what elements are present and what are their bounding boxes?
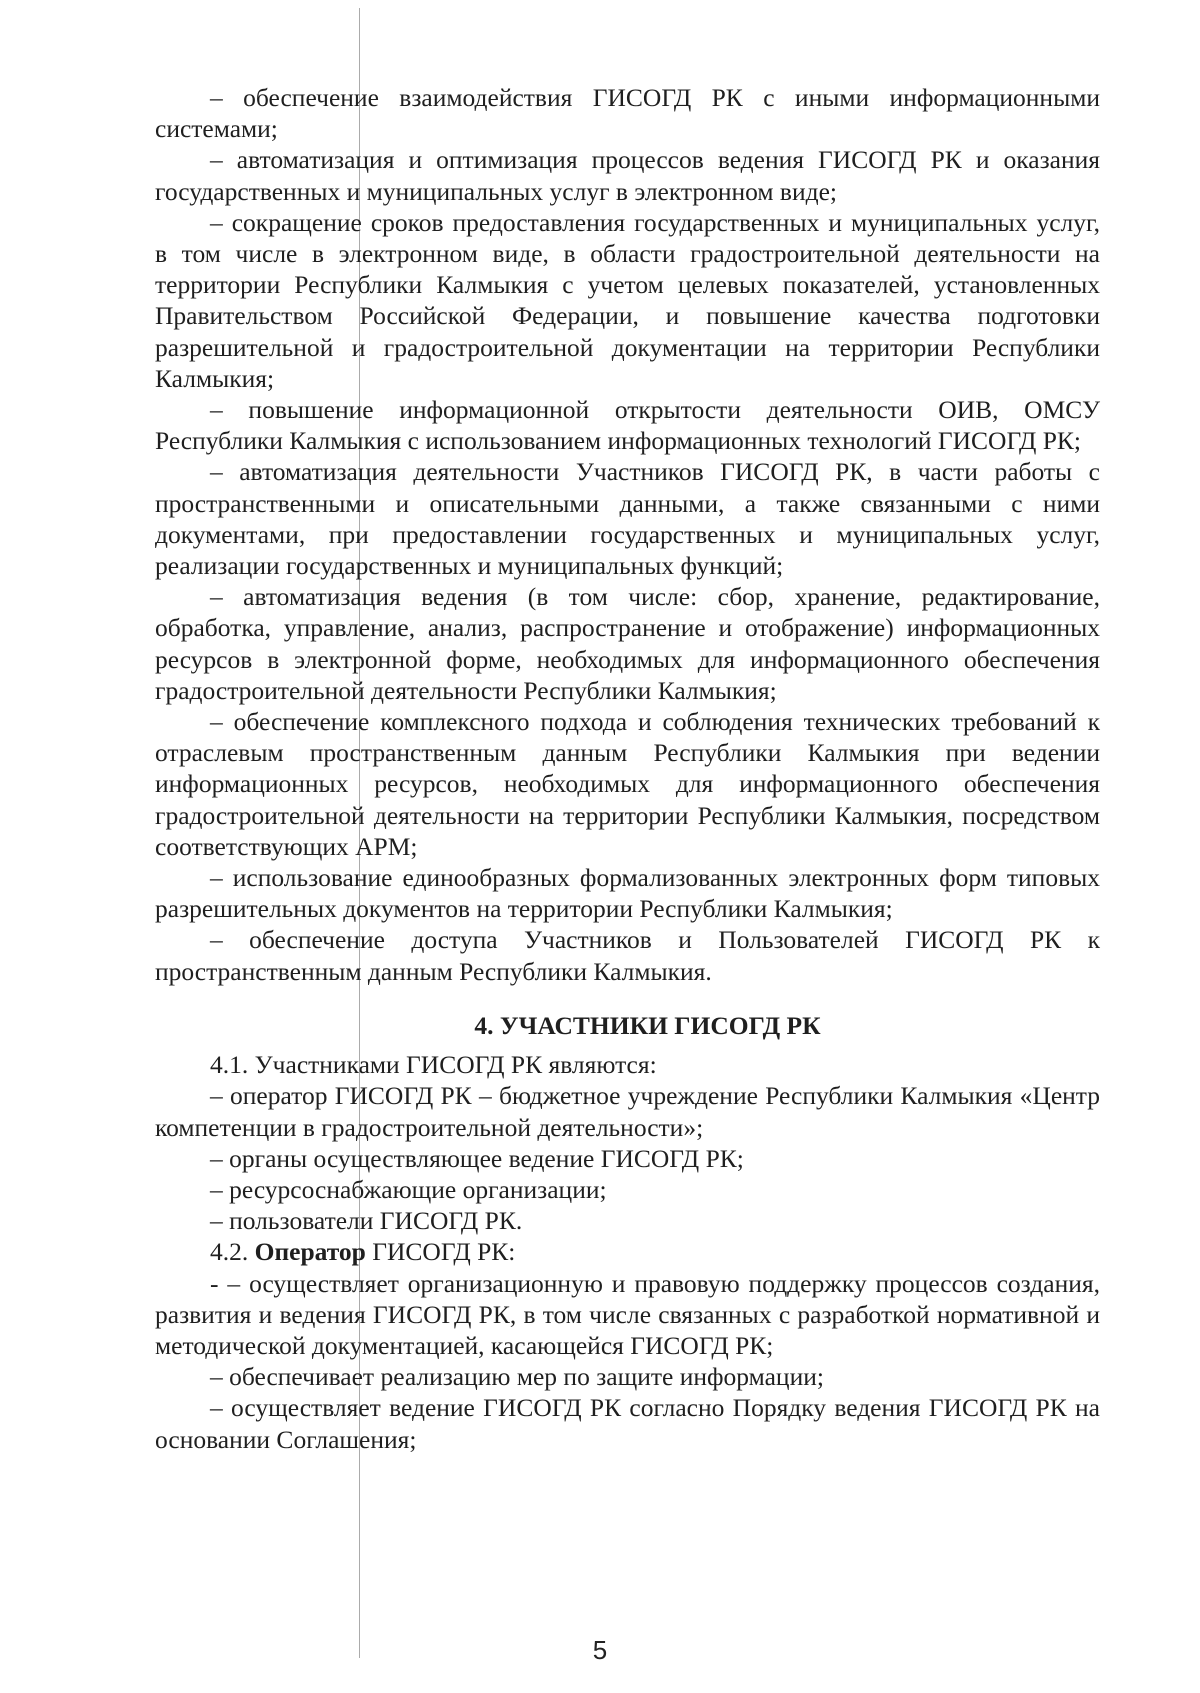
list-item: – обеспечение доступа Участников и Пользователей ГИСОГД РК к пространственным данным Республики Калмыкия.	[155, 925, 1100, 986]
section-heading: 4. УЧАСТНИКИ ГИСОГД РК	[474, 1010, 821, 1040]
list-item: – автоматизация и оптимизация процессов ведения ГИСОГД РК и оказания государственных и муниципальных услуг в электронном виде;	[155, 145, 1100, 206]
clause-4-2-number: 4.2.	[210, 1237, 255, 1267]
participant-item: – ресурсоснабжающие организации;	[210, 1174, 607, 1204]
participant-item: – органы осуществляющее ведение ГИСОГД РК;	[210, 1143, 744, 1173]
page-number: 5	[592, 1635, 608, 1665]
clause-4-2	[155, 1236, 1100, 1267]
list-item: – обеспечение комплексного подхода и соблюдения технических требований к отраслевым пространственным данным Республики Калмыкия при ведении информационных ресурсов, необходимых для информационного обеспечения градостроительной деятельности на территории Республики Калмыкия, посредством соответствующих АРМ;	[155, 707, 1100, 861]
clause-4-2-operator-bold: Оператор	[254, 1237, 366, 1267]
operator-item: – осуществляет ведение ГИСОГД РК согласно Порядку ведения ГИСОГД РК на основании Соглашения;	[155, 1393, 1100, 1454]
list-item: – автоматизация ведения (в том числе: сбор, хранение, редактирование, обработка, управление, анализ, распространение и отображение) информационных ресурсов в электронной форме, необходимых для информационного обеспечения градостроительной деятельности Республики Калмыкия;	[155, 582, 1100, 705]
participant-item: – пользователи ГИСОГД РК.	[210, 1206, 523, 1236]
document-body	[155, 82, 1100, 1455]
list-item: – сокращение сроков предоставления государственных и муниципальных услуг, в том числе в электронном виде, в области градостроительной деятельности на территории Республики Калмыкия с учетом целевых показателей, установленных Правительством Российской Федерации, и повышение качества подготовки разрешительной и градостроительной документации на территории Республики Калмыкия;	[155, 207, 1100, 393]
list-item: – обеспечение взаимодействия ГИСОГД РК с иными информационными системами;	[155, 83, 1100, 144]
list-item: – повышение информационной открытости деятельности ОИВ, ОМСУ Республики Калмыкия с использованием информационных технологий ГИСОГД РК;	[155, 395, 1100, 456]
clause-4-1: 4.1. Участниками ГИСОГД РК являются:	[210, 1050, 657, 1080]
participant-item: – оператор ГИСОГД РК – бюджетное учреждение Республики Калмыкия «Центр компетенции в градостроительной деятельности»;	[155, 1081, 1100, 1142]
clause-4-2-suffix: ГИСОГД РК:	[365, 1237, 516, 1267]
list-item: – автоматизация деятельности Участников ГИСОГД РК, в части работы с пространственными и описательными данными, а также связанными с ними документами, при предоставлении государственных и муниципальных услуг, реализации государственных и муниципальных функций;	[155, 457, 1100, 581]
list-item: – использование единообразных формализованных электронных форм типовых разрешительных документов на территории Республики Калмыкия;	[155, 863, 1100, 924]
operator-item: - – осуществляет организационную и правовую поддержку процессов создания, развития и ведения ГИСОГД РК, в том числе связанных с разработкой нормативной и методической документацией, касающейся ГИСОГД РК;	[155, 1268, 1100, 1360]
operator-item: – обеспечивает реализацию мер по защите информации;	[210, 1362, 824, 1392]
